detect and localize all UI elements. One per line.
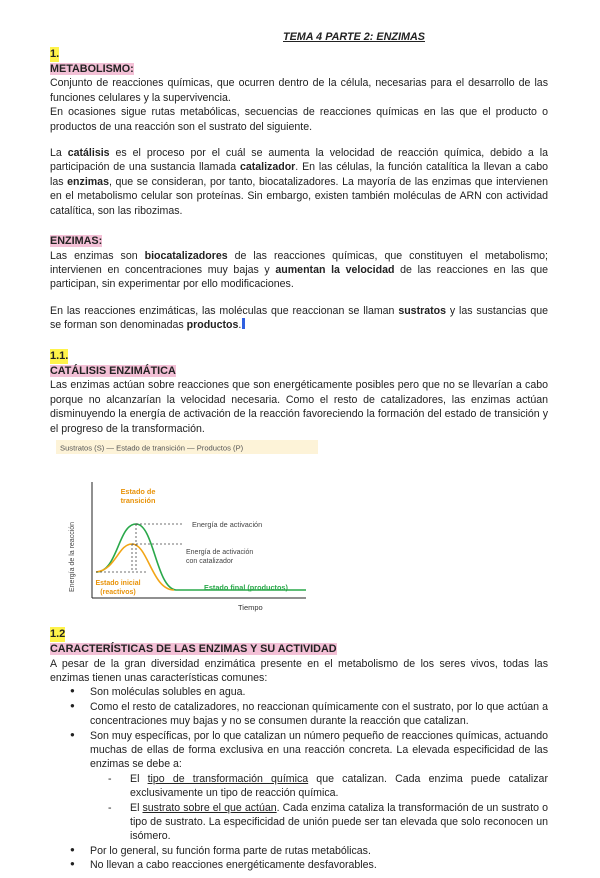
list-item: ● No llevan a cabo reacciones energéticamente desfavorables. [90,858,548,872]
energy-diagram-svg [56,440,336,625]
list-item: ● Son muy específicas, por lo que catalizan un número pequeño de reacciones químicas, actuando muchas de ellas de forma exclusiva en una reacción concreta. La elevada especificidad de las enzimas se debe a: - El tipo de transformación química que catalizan. Cada enzima puede catalizar exclusivamente un tipo de reacción química. - El sustrato sobre el que actúan. Cada enzima cataliza la transformación de un sustrato o tipo de sustrato. La especificidad de unión puede ser tan elevada que solo reconocen un isómero. [90,729,548,844]
list-item: ● Por lo general, su función forma parte de rutas metabólicas. [90,844,548,858]
especificidad-sublist [90,772,548,844]
final-state-label: Estado final (productos) [204,582,288,592]
list-item: ● Como el resto de catalizadores, no reaccionan químicamente con el sustrato, por lo que actúan a concentraciones muy bajas y no se consumen durante la reacción que catalizan. [90,700,548,729]
sustratos-productos-paragraph: En las reacciones enzimáticas, las moléculas que reaccionan se llaman sustratos y las sustancias que se forman son denominadas productos. [50,304,548,332]
caracteristicas-list [50,685,548,872]
initial-state-label-1: Estado inicial [95,579,141,587]
diagram-legend: Sustratos (S) — Estado de transición — Productos (P) [60,443,244,453]
rutas-metabolicas-text: En ocasiones sigue rutas metabólicas, secuencias de reacciones químicas en las que el producto o productos de una reacción son el sustrato del siguiente. [50,106,548,133]
metabolismo-definition: Conjunto de reacciones químicas, que ocurren dentro de la célula, necesarias para el desarrollo de las funciones celulares y la supervivencia. [50,77,548,104]
sublist-item: - El tipo de transformación química que catalizan. Cada enzima puede catalizar exclusivamente un tipo de reacción química. [130,772,548,801]
document-title: TEMA 4 PARTE 2: ENZIMAS [283,31,425,43]
section-1-2-number: 1.2 [50,627,66,640]
x-axis-label: Tiempo [238,602,263,612]
transition-state-label-2: transición [120,495,156,505]
initial-state-label-2: (reactivos) [100,588,136,596]
document-page [0,30,600,878]
enzimas-heading: ENZIMAS: [50,234,103,247]
section-1-1-number: 1.1. [50,349,69,362]
activation-energy-label: Energía de activación [192,519,263,529]
caracteristicas-heading: CARACTERÍSTICAS DE LAS ENZIMAS Y SU ACTIVIDAD [50,642,337,655]
text-cursor [242,318,245,329]
enzimas-paragraph: Las enzimas son biocatalizadores de las reacciones químicas, que constituyen el metabolismo; intervienen en concentraciones muy bajas y aumentan la velocidad de las reacciones en las que participan, sin experimentar por ello modificaciones. [50,249,549,291]
catalisis-enzimatica-text: Las enzimas actúan sobre reacciones que son energéticamente posibles pero que no se llevarían a cabo porque no alcanzarían la velocidad necesaria. Como el resto de catalizadores, las enzimas actúan disminuyendo la energía de activación de la reacción favoreciendo la formación del estado de transición y el progreso de la transformación. [50,379,548,435]
sublist-item: - El sustrato sobre el que actúan. Cada enzima cataliza la transformación de un sustrato o tipo de sustrato. La especificidad de unión puede ser tan elevada que solo reconocen un isómero. [130,801,548,844]
cat-activation-label-1: Energía de activación [186,548,254,556]
catalisis-paragraph: La catálisis es el proceso por el cuál se aumenta la velocidad de reacción química, debido a la participación de una sustancia llamada catalizador. En las células, la función catalítica la llevan a cabo las enzimas, que se consideran, por tanto, biocatalizadores. La mayoría de las enzimas que intervienen en el metabolismo celular son proteínas. Sin embargo, existen también moléculas de ARN con actividad catalítica, son las ribozimas. [50,146,548,217]
list-item: ● Son moléculas solubles en agua. [90,685,548,699]
catalisis-enzimatica-heading: CATÁLISIS ENZIMÁTICA [50,364,176,377]
energy-diagram [56,440,336,625]
transition-state-label-1: Estado de [120,486,156,496]
section-1-number: 1. [50,47,60,60]
caracteristicas-intro: A pesar de la gran diversidad enzimática presente en el metabolismo de los seres vivos, todas las enzimas tienen unas características comunes: [50,657,548,684]
metabolismo-heading: METABOLISMO: [50,62,134,75]
y-axis-label: Energía de la reacción [69,521,76,592]
cat-activation-label-2: con catalizador [186,557,234,565]
